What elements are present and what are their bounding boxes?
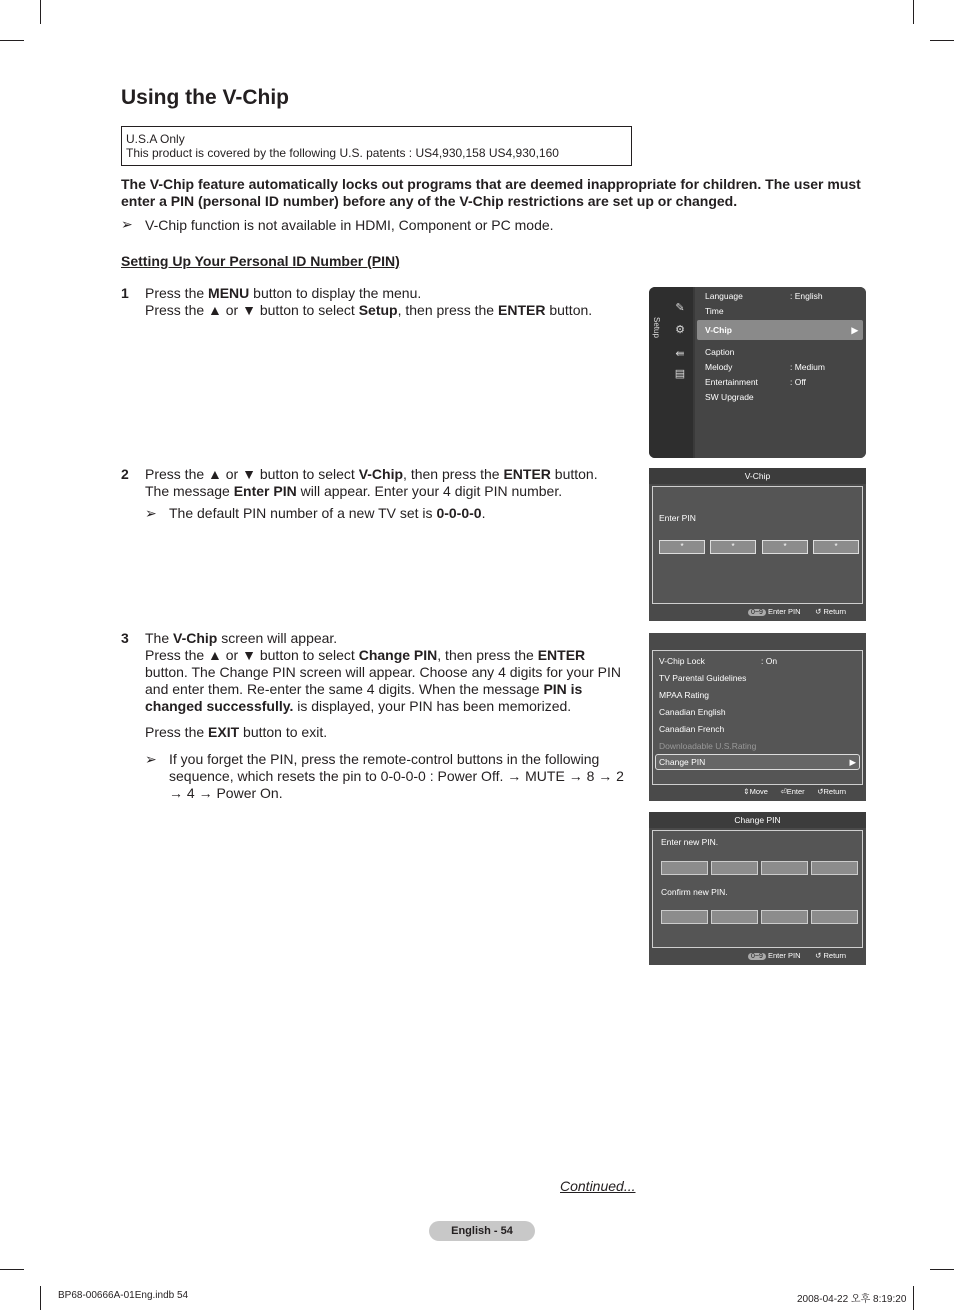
triangle-right-icon: ▶: [849, 757, 856, 767]
pin-panel: [652, 486, 863, 604]
key-09-icon: 0~9: [748, 953, 766, 960]
new-pin-digit[interactable]: [811, 861, 858, 875]
new-pin-digit[interactable]: [661, 861, 708, 875]
reset-pin-note: If you forget the PIN, press the remote-control buttons in the following sequence, which resets the pin to 0-0-0-0 : Power Off. → MUTE → 8 → 2 → 4 → Power On.: [169, 751, 624, 801]
footer-enter-pin: Enter PIN: [767, 951, 801, 960]
screen-footer: [743, 787, 846, 796]
exit-instruction: Press the EXIT button to exit.: [145, 724, 328, 740]
setup-menu-screen: [649, 287, 866, 458]
menu-item-sw-upgrade[interactable]: [705, 390, 860, 404]
return-icon: ↺: [815, 607, 822, 616]
new-pin-digit[interactable]: [761, 861, 808, 875]
intro-paragraph: The V-Chip feature automatically locks out programs that are deemed inappropriate for children. The user must enter a PIN (personal ID number) before any of the V-Chip restrictions are set up or changed.: [121, 176, 861, 209]
footer-enter: Enter: [786, 787, 805, 796]
return-icon: ↺: [815, 951, 822, 960]
default-pin-note: [169, 505, 485, 522]
footer-return: Return: [823, 607, 846, 616]
vchip-lock-item[interactable]: [659, 654, 854, 668]
menu-item-entertainment[interactable]: [705, 375, 860, 389]
menu-item-melody[interactable]: [705, 360, 860, 374]
continued-label: Continued...: [560, 1178, 636, 1194]
pin-digit[interactable]: *: [659, 540, 705, 554]
confirm-new-pin-prompt: Confirm new PIN.: [661, 887, 728, 897]
menu-item-vchip[interactable]: [705, 323, 860, 337]
page-title: Using the V-Chip: [121, 86, 289, 109]
menu-item-label: Caption: [705, 347, 735, 357]
page-number-badge: English - 54: [429, 1221, 535, 1241]
footer-return: Return: [823, 787, 846, 796]
step-number: 1: [121, 285, 129, 301]
key-09-icon: 0~9: [748, 609, 766, 616]
menu-item-value: : English: [790, 291, 823, 301]
menu-item-label: Language: [705, 291, 743, 301]
downloadable-us-rating-item: Downloadable U.S.Rating: [659, 741, 757, 751]
step-text: The V-Chip screen will appear. Press the ▲ or ▼ button to select Change PIN, then press the ENTER button. The Change PIN screen will appear. Choose any 4 digits for your PIN and enter them. Re-enter the same 4 digits. When the message PIN is changed successfully. is displayed, your PIN has been memorized.: [145, 630, 622, 714]
default-pin-value: 0-0-0-0: [436, 505, 482, 521]
confirm-pin-digit[interactable]: [661, 910, 708, 924]
application-icon: ▤: [674, 368, 686, 380]
change-pin-panel: [652, 830, 863, 948]
mpaa-rating-item[interactable]: MPAA Rating: [659, 690, 709, 700]
menu-item-time[interactable]: [705, 304, 860, 318]
menu-item-label: Change PIN: [659, 757, 706, 767]
confirm-pin-digit[interactable]: [761, 910, 808, 924]
change-pin-screen: [649, 812, 866, 965]
screen-footer: [748, 607, 846, 616]
step-number: 2: [121, 466, 129, 482]
return-icon: ↺: [817, 787, 824, 796]
tv-parental-guidelines-item[interactable]: TV Parental Guidelines: [659, 673, 747, 683]
menu-item-label: V-Chip: [705, 325, 732, 335]
footer-enter-pin: Enter PIN: [767, 607, 801, 616]
screen-header: V-Chip: [649, 468, 866, 484]
step-text: Press the MENU button to display the menu. Press the ▲ or ▼ button to select Setup, then press the ENTER button.: [145, 285, 593, 318]
menu-item-value: : Medium: [790, 362, 825, 372]
footer-file-info: BP68-00666A-01Eng.indb 54: [58, 1290, 189, 1301]
footer-return: Return: [823, 951, 846, 960]
menu-item-label: SW Upgrade: [705, 392, 754, 402]
input-icon: ⇚: [675, 348, 685, 360]
notice-region: U.S.A Only: [126, 132, 185, 146]
note-arrow-icon: ➢: [145, 751, 157, 767]
menu-item-caption[interactable]: [705, 345, 860, 359]
notice-patents: This product is covered by the following U.S. patents : US4,930,158 US4,930,160: [126, 146, 559, 160]
enter-pin-prompt: Enter PIN: [659, 513, 696, 523]
confirm-pin-digit[interactable]: [811, 910, 858, 924]
pin-digit[interactable]: *: [762, 540, 808, 554]
setup-menu-panel: [695, 287, 866, 458]
new-pin-digit[interactable]: [711, 861, 758, 875]
menu-item-value: : Off: [790, 377, 806, 387]
menu-item-label: Melody: [705, 362, 733, 372]
move-icon: ⇕: [743, 787, 750, 796]
footer-timestamp: 2008-04-22 오후 8:19:20: [797, 1294, 907, 1305]
pin-digit[interactable]: *: [710, 540, 756, 554]
patent-notice-box: [121, 126, 632, 166]
picture-icon: ✎: [675, 302, 685, 314]
enter-pin-screen: [649, 468, 866, 621]
gear-icon: ⚙: [675, 324, 685, 336]
canadian-english-item[interactable]: Canadian English: [659, 707, 726, 717]
note-arrow-icon: ➢: [145, 505, 157, 521]
menu-rail: [649, 287, 693, 458]
canadian-french-item[interactable]: Canadian French: [659, 724, 725, 734]
step-text: Press the ▲ or ▼ button to select V-Chip, then press the ENTER button. The message Enter PIN will appear. Enter your 4 digit PIN number.: [145, 466, 598, 499]
menu-item-label: V-Chip Lock: [659, 656, 705, 666]
vchip-menu-screen: [649, 633, 866, 801]
default-pin-end: .: [481, 505, 486, 521]
screen-header: Change PIN: [649, 812, 866, 828]
confirm-pin-digit[interactable]: [711, 910, 758, 924]
enter-icon: ⏎: [780, 787, 787, 796]
triangle-right-icon: ▶: [851, 325, 858, 335]
menu-item-label: Time: [705, 306, 724, 316]
menu-item-value: : On: [761, 656, 778, 666]
screen-footer: [748, 951, 846, 960]
mode-note: V-Chip function is not available in HDMI, Component or PC mode.: [145, 217, 554, 233]
setup-side-label: Setup: [652, 317, 661, 338]
note-arrow-icon: ➢: [121, 216, 133, 232]
enter-new-pin-prompt: Enter new PIN.: [661, 837, 719, 847]
default-pin-text: The default PIN number of a new TV set is: [169, 505, 437, 521]
footer-move: Move: [749, 787, 768, 796]
vchip-panel: [652, 650, 863, 785]
step-number: 3: [121, 630, 129, 646]
section-heading: Setting Up Your Personal ID Number (PIN): [121, 253, 400, 269]
menu-item-label: Entertainment: [705, 377, 758, 387]
pin-digit[interactable]: *: [813, 540, 859, 554]
change-pin-item[interactable]: [659, 755, 856, 769]
menu-item-language[interactable]: [705, 289, 860, 303]
